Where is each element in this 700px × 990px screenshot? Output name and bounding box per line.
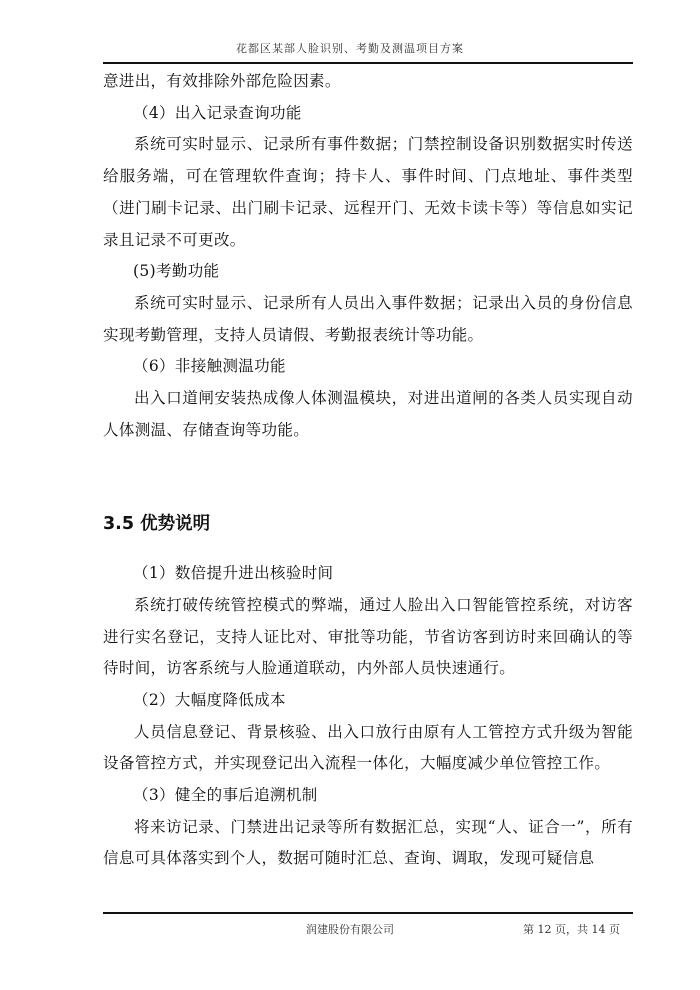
document-body	[103, 66, 633, 875]
footer-company: 润建股份有限公司	[306, 923, 394, 936]
adv2-paragraph: 人员信息登记、背景核验、出入口放行由原有人工管控方式升级为智能设备管控方式，并实现登记出入流程一体化，大幅度减少单位管控工作。	[103, 722, 633, 773]
header-divider	[103, 62, 633, 64]
section-gap	[103, 446, 633, 509]
item4-heading: （4）出入记录查询功能	[133, 103, 302, 122]
item6-paragraph: 出入口道闸安装热成像人体测温模块，对进出道闸的各类人员实现自动人体测温、存储查询等功能。	[103, 389, 633, 439]
item6-heading: （6）非接触测温功能	[133, 357, 286, 376]
adv3-heading: （3）健全的事后追溯机制	[133, 786, 318, 805]
paragraph-continued: 意进出，有效排除外部危险因素。	[103, 72, 341, 90]
section-heading: 3.5 优势说明	[103, 514, 211, 535]
footer-divider	[103, 912, 633, 914]
adv1-paragraph: 系统打破传统管控模式的弊端，通过人脸出入口智能管控系统，对访客进行实名登记，支持人证比对、审批等功能，节省访客到访时来回确认的等待时间，访客系统与人脸通道联动，内外部人员快速通行。	[103, 595, 633, 678]
footer-page-number: 第 12 页，共 14 页	[523, 923, 620, 936]
heading-gap	[103, 541, 633, 558]
adv2-heading: （2）大幅度降低成本	[133, 690, 286, 709]
item5-heading: (5)考勤功能	[133, 262, 220, 281]
item4-paragraph: 系统可实时显示、记录所有事件数据；门禁控制设备识别数据实时传送给服务端，可在管理软件查询；持卡人、事件时间、门点地址、事件类型（进门刷卡记录、出门刷卡记录、远程开门、无效卡读卡等）等信息如实记录且记录不可更改。	[103, 135, 633, 249]
item5-paragraph: 系统可实时显示、记录所有人员出入事件数据；记录出入员的身份信息实现考勤管理，支持人员请假、考勤报表统计等功能。	[103, 293, 633, 344]
adv1-heading: （1）数倍提升进出核验时间	[133, 564, 334, 583]
page-header-title: 花都区某部人脸识别、考勤及测温项目方案	[236, 42, 464, 55]
adv3-paragraph: 将来访记录、门禁进出记录等所有数据汇总，实现“人、证合一”，所有信息可具体落实到个人，数据可随时汇总、查询、调取，发现可疑信息	[103, 817, 633, 868]
